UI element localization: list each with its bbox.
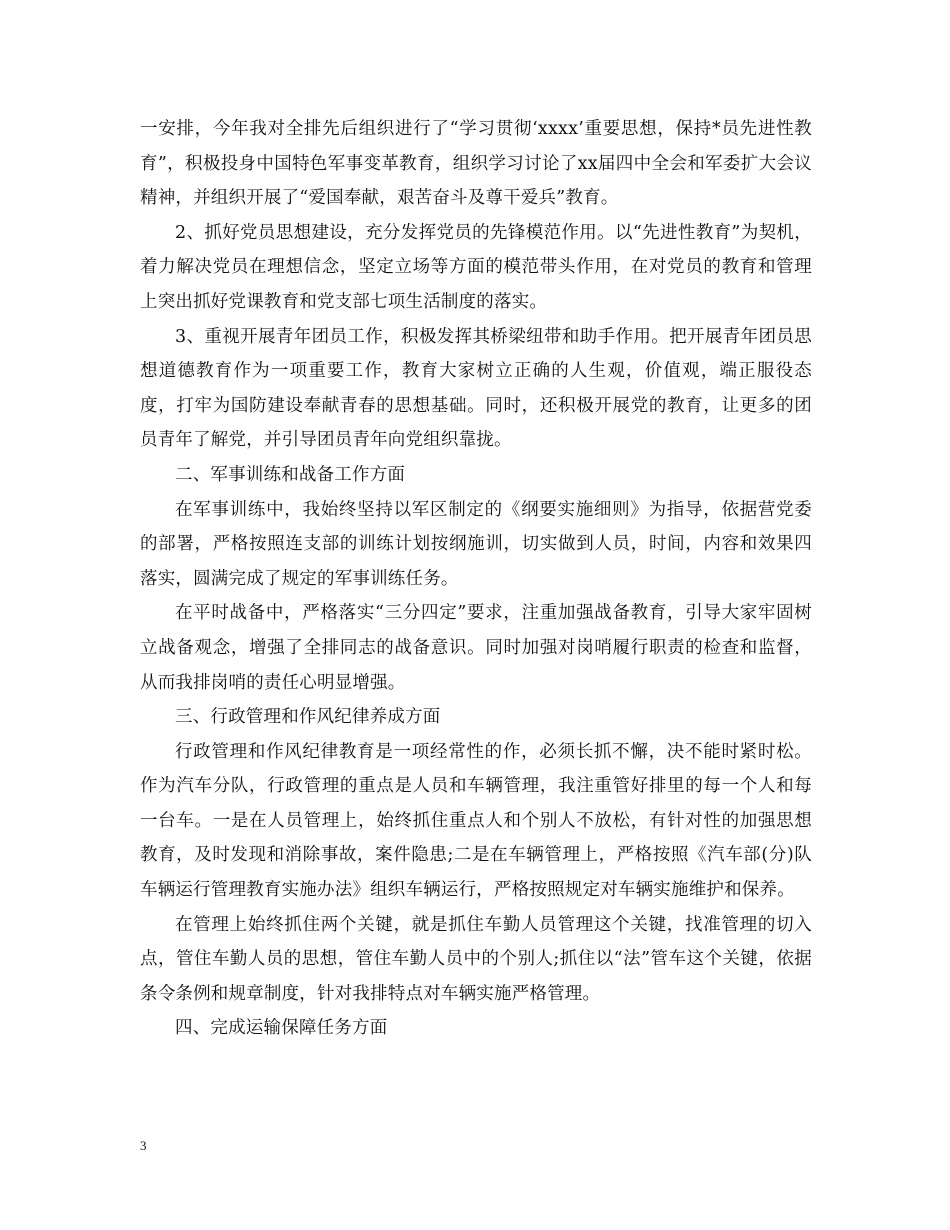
document-body	[140, 112, 812, 1046]
paragraph-5: 在军事训练中，我始终坚持以军区制定的《纲要实施细则》为指导，依据营党委的部署，严格按照连支部的训练计划按纲施训，切实做到人员，时间，内容和效果四落实，圆满完成了规定的军事训练任务。	[140, 499, 812, 589]
section-heading-administration: 三、行政管理和作风纪律养成方面	[175, 707, 441, 728]
paragraph-6: 在平时战备中，严格落实“三分四定”要求，注重加强战备教育，引导大家牢固树立战备观念，增强了全排同志的战备意识。同时加强对岗哨履行职责的检查和监督，从而我排岗哨的责任心明显增强。	[140, 603, 812, 693]
paragraph-2: 2、抓好党员思想建设，充分发挥党员的先锋模范作用。以“先进性教育”为契机，着力解决党员在理想信念，坚定立场等方面的模范带头作用，在对党员的教育和管理上突出抓好党课教育和党支部七项生活制度的落实。	[140, 222, 812, 312]
paragraph-1: 一安排，今年我对全排先后组织进行了“学习贯彻‘xxxx’重要思想，保持*员先进性教育”，积极投身中国特色军事变革教育，组织学习讨论了xx届四中全会和军委扩大会议精神，并组织开展了“爱国奉献，艰苦奋斗及尊干爱兵”教育。	[140, 119, 812, 209]
section-heading-transport: 四、完成运输保障任务方面	[175, 1018, 388, 1039]
paragraph-9: 在管理上始终抓住两个关键，就是抓住车勤人员管理这个关键，找准管理的切入点，管住车勤人员的思想，管住车勤人员中的个别人;抓住以“法”管车这个关键，依据条令条例和规章制度，针对我排特点对车辆实施严格管理。	[140, 914, 812, 1004]
section-heading-military-training: 二、军事训练和战备工作方面	[175, 464, 406, 485]
paragraph-3: 3、重视开展青年团员工作，积极发挥其桥梁纽带和助手作用。把开展青年团员思想道德教育作为一项重要工作，教育大家树立正确的人生观，价值观，端正服役态度，打牢为国防建设奉献青春的思想基础。同时，还积极开展党的教育，让更多的团员青年了解党，并引导团员青年向党组织靠拢。	[140, 326, 812, 451]
page-number: 3	[140, 1138, 147, 1153]
paragraph-8: 行政管理和作风纪律教育是一项经常性的作，必须长抓不懈，决不能时紧时松。作为汽车分队，行政管理的重点是人员和车辆管理，我注重管好排里的每一个人和每一台车。一是在人员管理上，始终抓住重点人和个别人不放松，有针对性的加强思想教育，及时发现和消除事故，案件隐患;二是在车辆管理上，严格按照《汽车部(分)队车辆运行管理教育实施办法》组织车辆运行，严格按照规定对车辆实施维护和保养。	[140, 741, 812, 901]
